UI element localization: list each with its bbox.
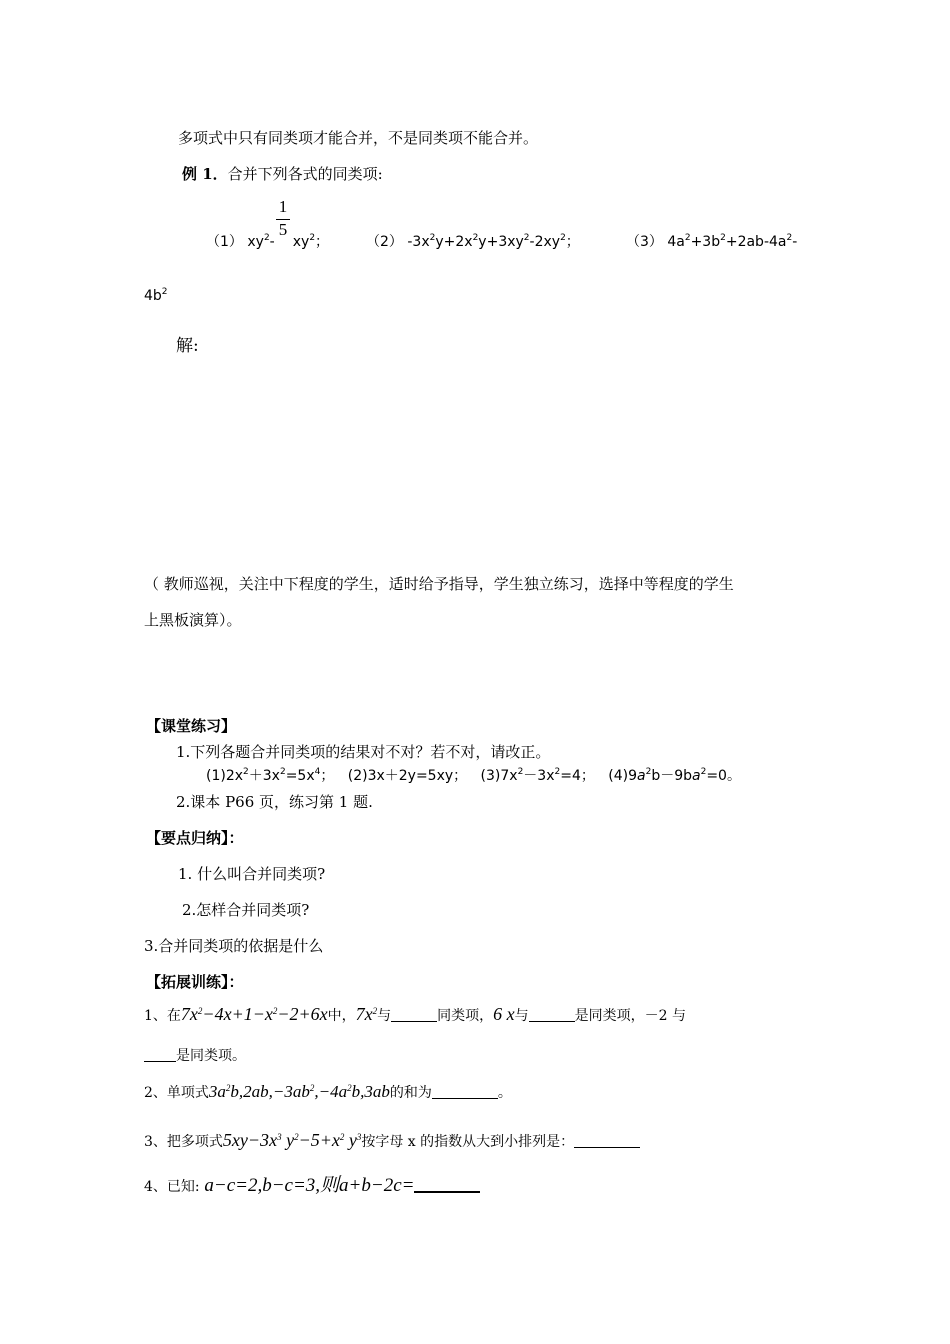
practice-heading: 【课堂练习】 xyxy=(146,717,237,735)
example-item-3-continued: $4b^2$ xyxy=(144,287,168,304)
summary-question-2: 2.怎样合并同类项? xyxy=(182,901,310,919)
answer-blank[interactable] xyxy=(529,1007,575,1022)
intro-line: 多项式中只有同类项才能合并，不是同类项不能合并。 xyxy=(178,129,539,147)
extension-question-4: 4、已知: a−c=2,b−c=3,则a+b−2c= xyxy=(144,1174,480,1199)
practice-question-1-items: $(1)2x^2+3x^2=5x^4$； (2)3x＋2y=5xy； $(3)7x^2-3x^2=4$； $(4)9a^2b-9ba^2=0$。 xyxy=(206,767,741,784)
given-equations: a−c=2,b−c=3,则a+b−2c= xyxy=(204,1175,415,1196)
summary-question-3: 3.合并同类项的依据是什么 xyxy=(144,937,324,955)
extension-question-1-line-2: 是同类项。 xyxy=(144,1046,246,1066)
answer-blank[interactable] xyxy=(391,1007,437,1022)
answer-blank[interactable] xyxy=(414,1177,480,1193)
extension-question-2: 2、单项式$3a^2b,2ab,-3ab^2,-4a^2b,3ab$的和为 。 xyxy=(144,1082,512,1101)
solution-label: 解: xyxy=(176,336,199,356)
example-instruction: 合并下列各式的同类项: xyxy=(227,165,383,183)
example-title xyxy=(182,164,383,184)
fraction-numerator: 1 xyxy=(278,197,288,216)
summary-heading: 【要点归纳】： xyxy=(146,829,244,847)
summary-question-1: 1. 什么叫合并同类项? xyxy=(178,865,326,883)
polynomial-to-order: $5xy-3x^3$ $y^2-5+x^2$ $y^3$ xyxy=(222,1130,362,1150)
extension-question-1: 1、在$7x^2-4x+1-x^2-2+6x$中，$7x^2$与 同类项，6 x与 是同类项，－2 与 xyxy=(144,1004,687,1024)
answer-blank[interactable] xyxy=(432,1084,498,1099)
example-label: 例 1． xyxy=(182,165,228,183)
example-item-1: （1） $xy^2-$ $xy^2$； xyxy=(206,233,330,250)
practice-question-2: 2.课本 P66 页，练习第 1 题. xyxy=(176,793,373,811)
practice-question-1: 1.下列各题合并同类项的结果对不对？若不对，请改正。 xyxy=(176,743,551,761)
answer-blank[interactable] xyxy=(144,1047,176,1062)
example-item-2: （2） $-3x^2y+2x^2y+3xy^2-2xy^2$； xyxy=(366,233,580,250)
example-item-3: （3） $4a^2+3b^2+2ab-4a^2-$ xyxy=(626,233,798,250)
monomials-list: $3a^2b,2ab,-3ab^2,-4a^2b,3ab$ xyxy=(208,1082,390,1101)
answer-blank[interactable] xyxy=(574,1133,640,1148)
extension-heading: 【拓展训练】： xyxy=(146,973,244,991)
extension-question-3: 3、把多项式$5xy-3x^3$ $y^2-5+x^2$ $y^3$按字母 x 的指数从大到小排列是： xyxy=(144,1128,640,1154)
polynomial-expression: $7x^2-4x+1-x^2-2+6x$ xyxy=(180,1004,328,1024)
fraction-denominator: 5 xyxy=(278,220,288,239)
teacher-note-line-2: 上黑板演算）。 xyxy=(144,611,242,629)
teacher-note-line-1: （ 教师巡视，关注中下程度的学生，适时给予指导，学生独立练习，选择中等程度的学生 xyxy=(144,575,734,593)
